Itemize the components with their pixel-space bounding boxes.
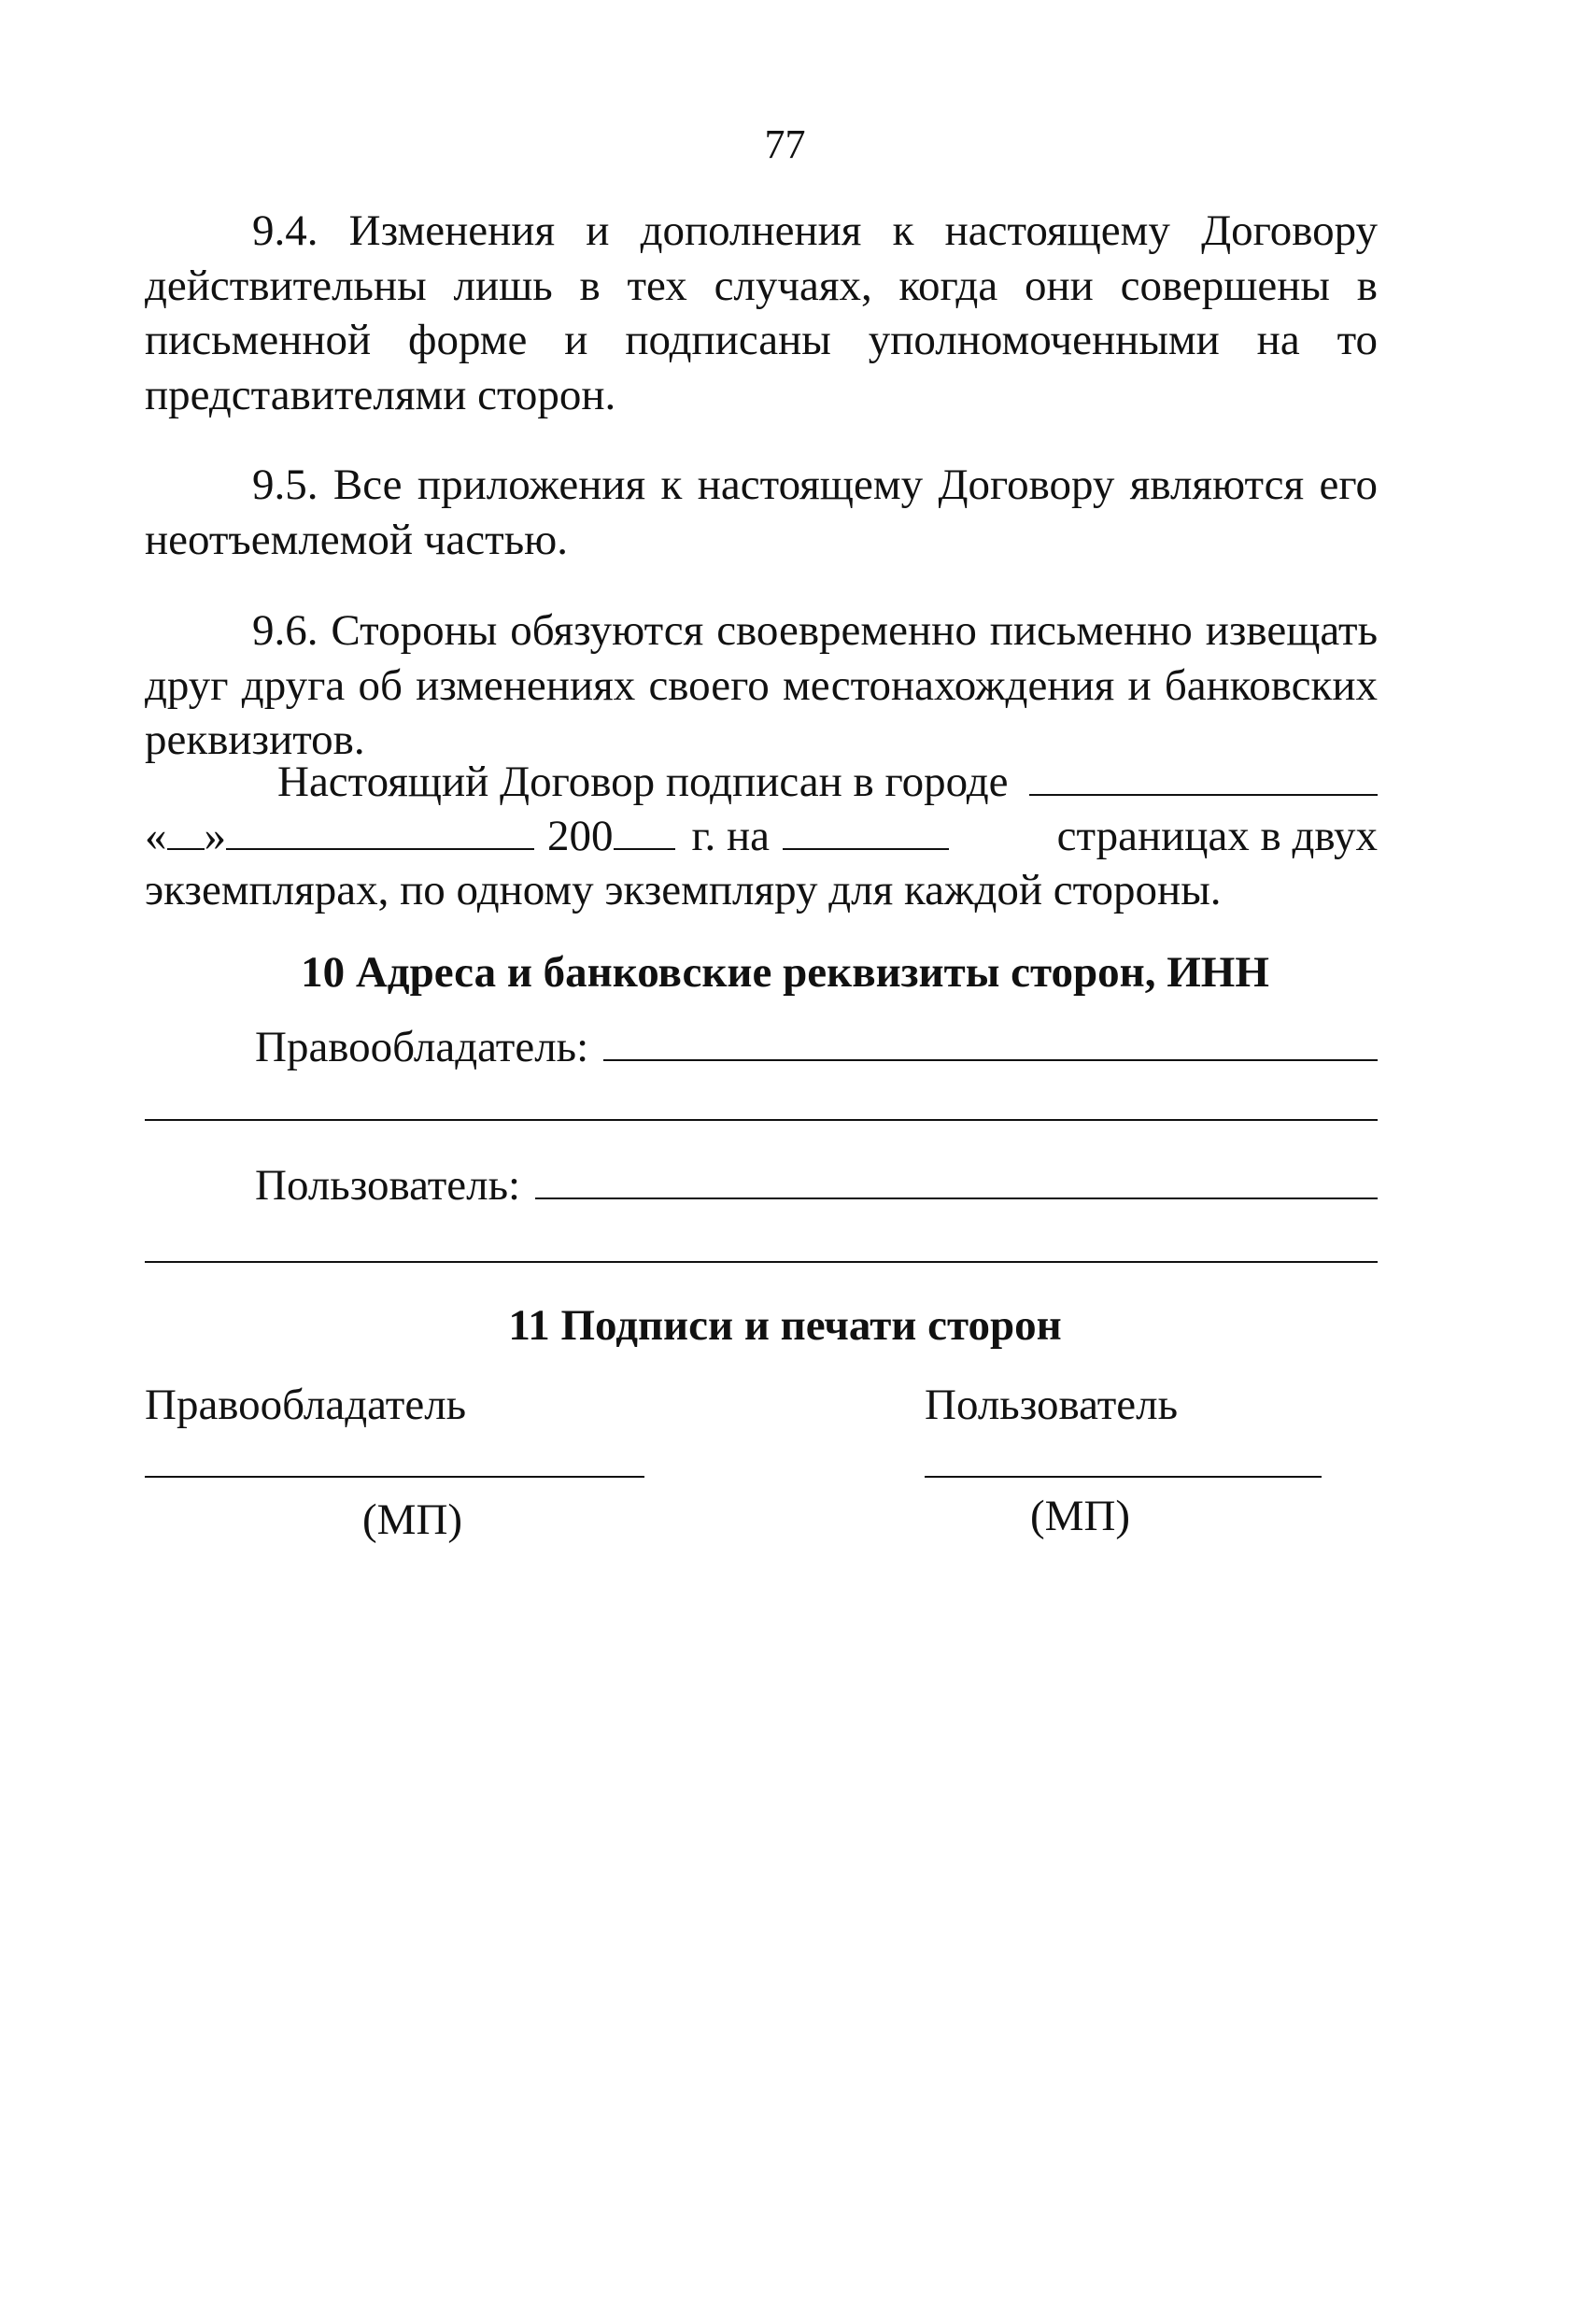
signed-city-text: Настоящий Договор подписан в городе (277, 758, 1009, 806)
pages-count-blank (783, 844, 949, 850)
rightholder-stamp: (МП) (362, 1495, 463, 1544)
year-blank (614, 844, 675, 850)
user-address-blank (535, 1194, 1378, 1199)
clause-9-5: 9.5. Все приложения к настоящему Договору являются его неотъемлемой частью. (145, 461, 1378, 564)
user-signature-line (925, 1476, 1322, 1478)
user-signature-label: Пользователь (925, 1381, 1179, 1429)
clause-9-6: 9.6. Стороны обязуются своевременно письменно извещать друг друга об изменениях своего местонахождения и банковских реквизитов. (145, 606, 1378, 764)
section-11-heading: 11 Подписи и печати сторон (508, 1301, 1062, 1350)
user-address-label: Пользователь: (255, 1161, 521, 1210)
month-blank (226, 844, 534, 850)
user-address-line (145, 1158, 1378, 1213)
user-address-rule (145, 1261, 1378, 1263)
rightholder-address-label: Правообладатель: (255, 1023, 589, 1071)
rightholder-address-rule (145, 1119, 1378, 1121)
pages-text: страницах в двух (1056, 812, 1378, 860)
rightholder-address-line (145, 1020, 1378, 1075)
city-blank (1029, 790, 1378, 796)
user-stamp: (МП) (1030, 1492, 1131, 1540)
rightholder-address-blank (603, 1056, 1378, 1061)
page-number: 77 (764, 121, 806, 167)
rightholder-signature-label: Правообладатель (145, 1381, 467, 1429)
section-10-heading: 10 Адреса и банковские реквизиты сторон, ИНН (301, 948, 1269, 997)
day-blank (167, 844, 205, 850)
signed-city-line (145, 755, 1378, 810)
copies-line: экземплярах, по одному экземпляру для каждой стороны. (145, 866, 1222, 914)
year-prefix: 200 (547, 812, 614, 860)
date-line (145, 809, 1378, 864)
rightholder-signature-line (145, 1476, 644, 1478)
date-open-quote: « (145, 812, 167, 860)
clause-9-4: 9.4. Изменения и дополнения к настоящему Договору действительны лишь в тех случаях, когда они совершены в письменной форме и подписаны уполномоченными на то представителями сторон. (145, 206, 1378, 419)
year-suffix: г. на (691, 812, 770, 860)
date-close-quote: » (204, 812, 226, 860)
